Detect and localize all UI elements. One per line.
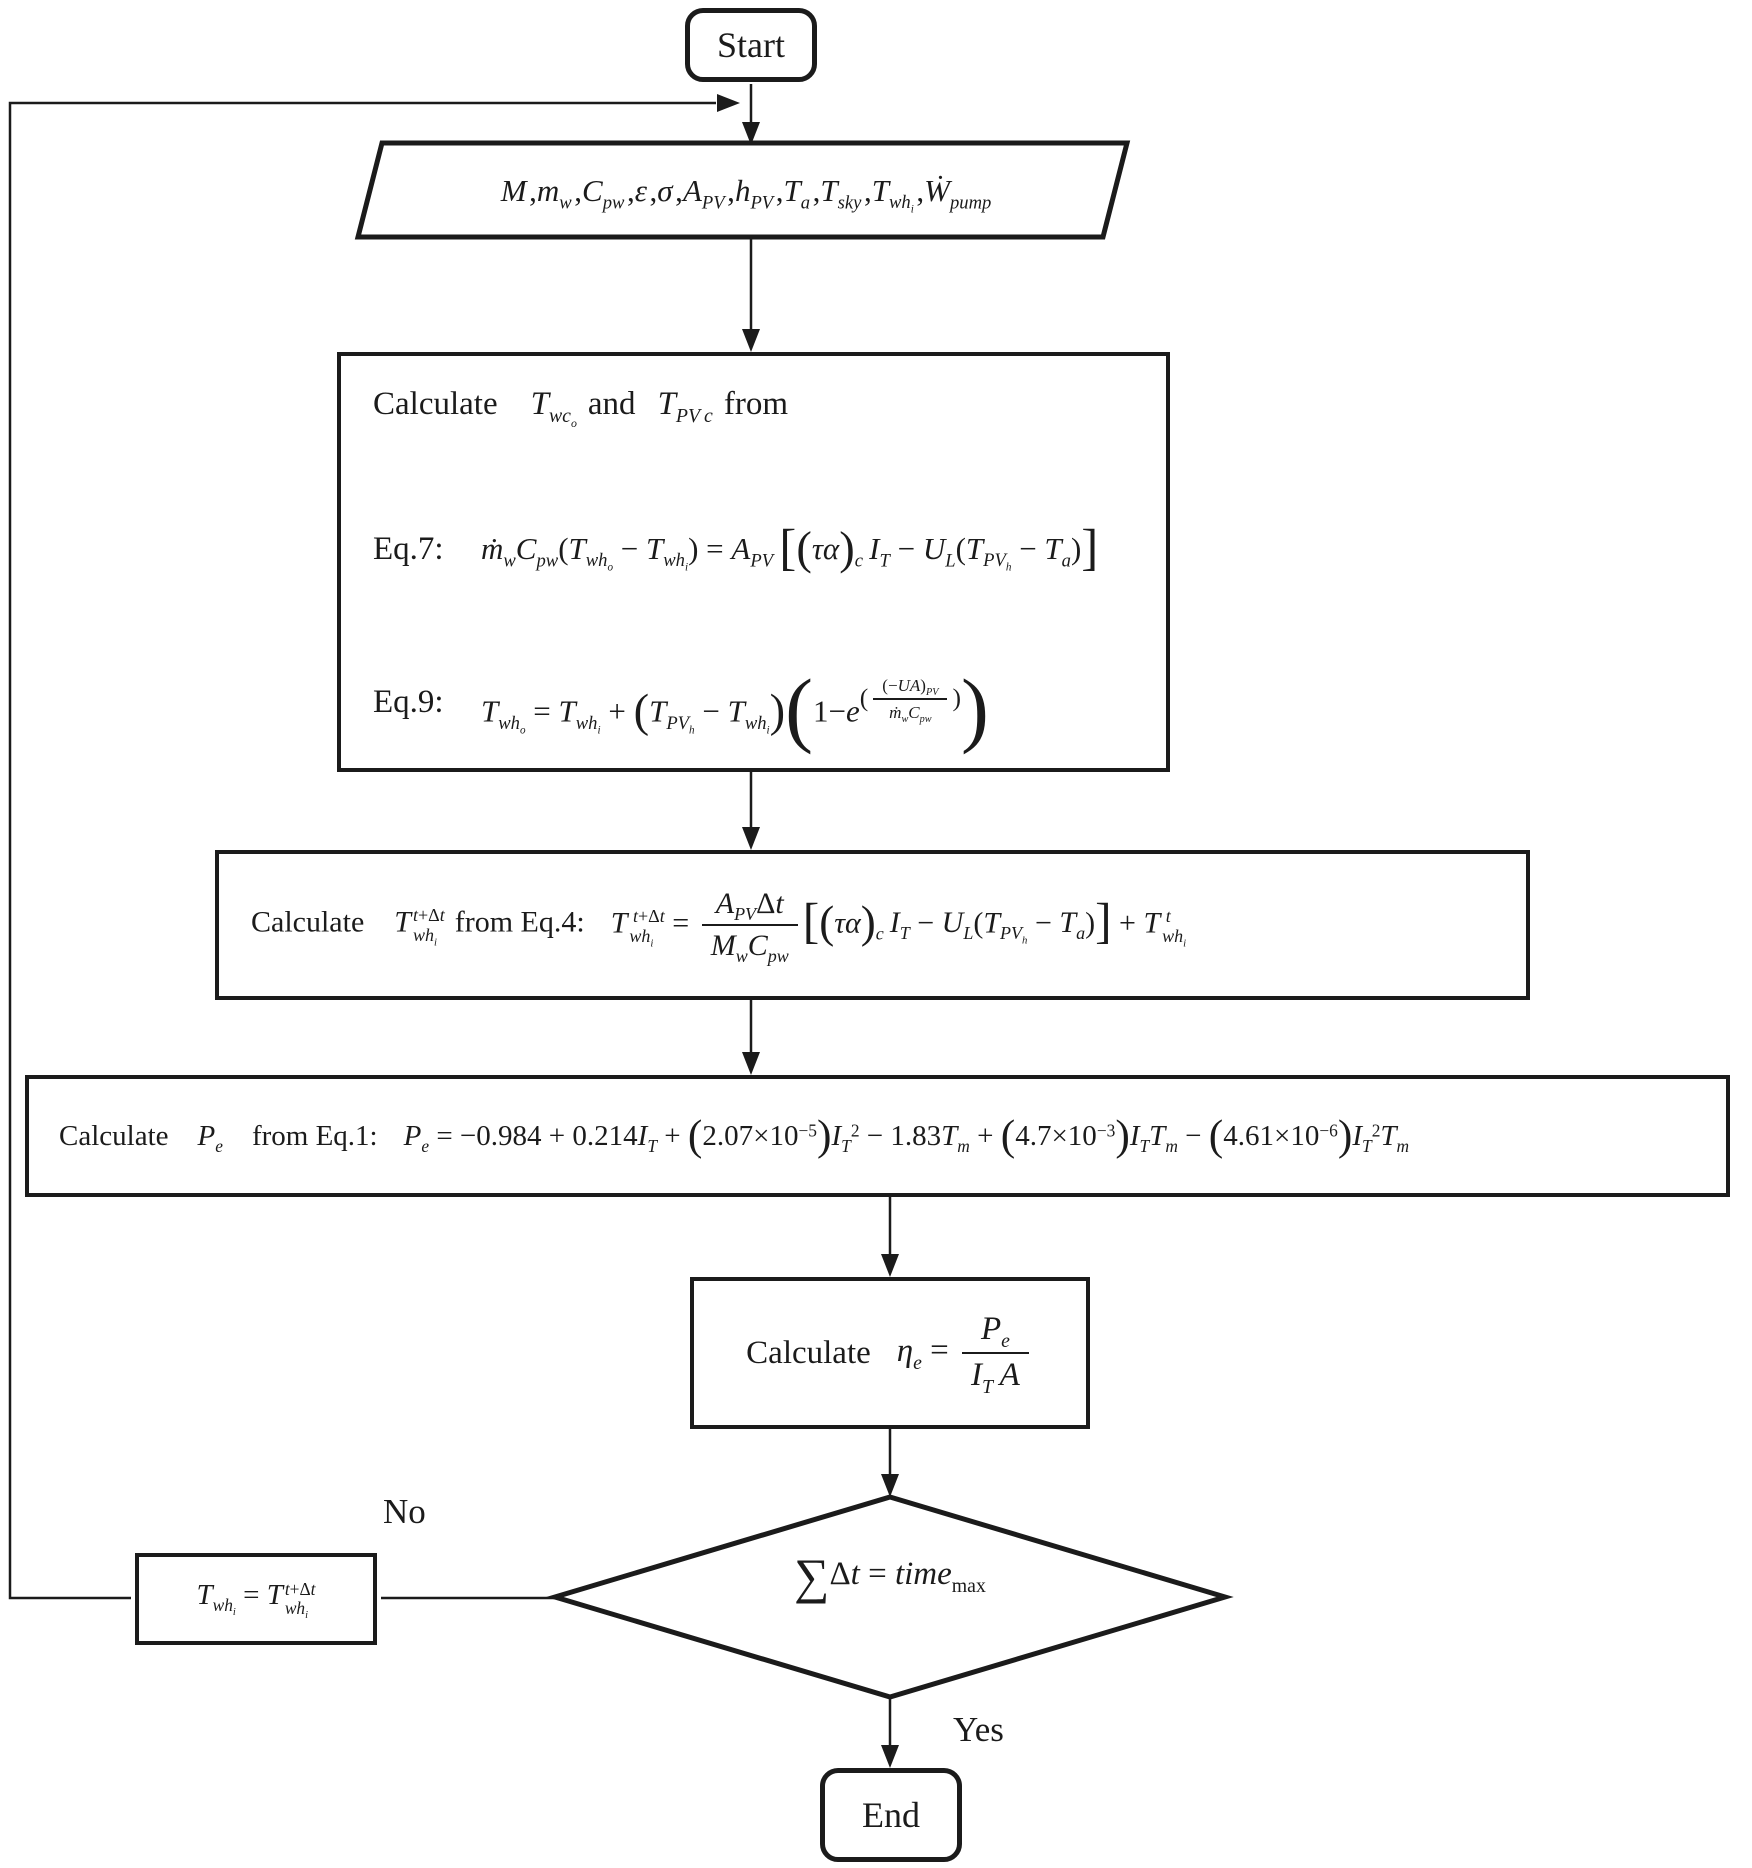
arrowhead	[881, 1474, 899, 1497]
eq9-label: Eq.9:	[373, 684, 444, 721]
arrowhead	[717, 94, 740, 112]
arrowhead	[742, 329, 760, 352]
eq9-formula: $T_{wh_o} = T_{wh_i} + (T_{PV_h} - T_{wh_i})(1-e$( $\frac{(-UA)_{PV}}{ṁ_wC_{pw}}$ ))	[481, 662, 989, 756]
eq7-formula: $ṁ_wC_{pw}(T_{wh_o} - T_{wh_i}) = A_{PV}$ [$(\tau\alpha)_c$ $I_T - U_L(T_{PV_h} - T_a)$]	[481, 519, 1099, 577]
eq7-row	[373, 519, 1140, 577]
end-node	[820, 1768, 962, 1862]
arrowhead	[742, 1052, 760, 1075]
eq4-formula: T t+Δt $wh_i$ = $\frac{A_{PV}\Delta t}{M_wC_{pw}}$ [$(\tau\alpha)_c$ $I_T - U_L(T_{PV_h} - T_a)] + T$ t $wh_i$	[610, 886, 1187, 967]
eq9-row	[373, 662, 1140, 756]
calc-twc-title: Calculate $T_{wc_o}$ and $T_{PV c}$ from	[373, 386, 788, 430]
start-label: Start	[717, 25, 785, 65]
eq1-box	[25, 1075, 1730, 1197]
feedback-formula: $T_{wh_i} = T$ t+Δt $wh_i$	[196, 1578, 316, 1622]
eq1-prefix: Calculate $P_e$ from Eq.1:	[59, 1119, 378, 1156]
yes-label: Yes	[953, 1710, 1004, 1749]
inputs-expression-text: M $,m_w$ $,C_{pw}$ ,ε ,σ $,A_{PV}$ $,h_{PV}$ $,T_a$ $,T_{sky}$ $,T_{wh_i}$ ,Ẇ$_{pump}$	[500, 172, 992, 216]
decision-diamond	[555, 1497, 1225, 1697]
inputs-expression	[395, 150, 1097, 232]
end-label: End	[862, 1795, 920, 1835]
calc-twc-tpvc-box	[337, 352, 1170, 772]
arrowhead	[881, 1254, 899, 1277]
feedback-box	[135, 1553, 377, 1645]
decision-condition-text: ∑Δt = time$_{max}$	[794, 1548, 986, 1604]
eta-formula: $\eta_e$ = $\frac{P_e}{I_T A}$	[897, 1311, 1034, 1395]
eta-prefix: Calculate	[746, 1334, 871, 1371]
no-label: No	[383, 1492, 426, 1531]
arrowhead	[742, 827, 760, 850]
eq7-label: Eq.7:	[373, 530, 444, 567]
eq4-box	[215, 850, 1530, 1000]
arrowhead	[881, 1745, 899, 1768]
eq4-prefix: Calculate T t+Δt $wh_i$ from Eq.4:	[251, 904, 585, 949]
start-node	[685, 8, 817, 82]
eq1-formula: $P_e = -0.984 + 0.214I_T + (2.07\times 10^{-5})I_T^2 - 1.83T_m + (4.7\times 10^{-3})I_TT_m - (4.61\times 10^{-6})I_T^2T_m$	[403, 1110, 1410, 1159]
eta-box	[690, 1277, 1090, 1429]
decision-condition	[640, 1548, 1140, 1604]
